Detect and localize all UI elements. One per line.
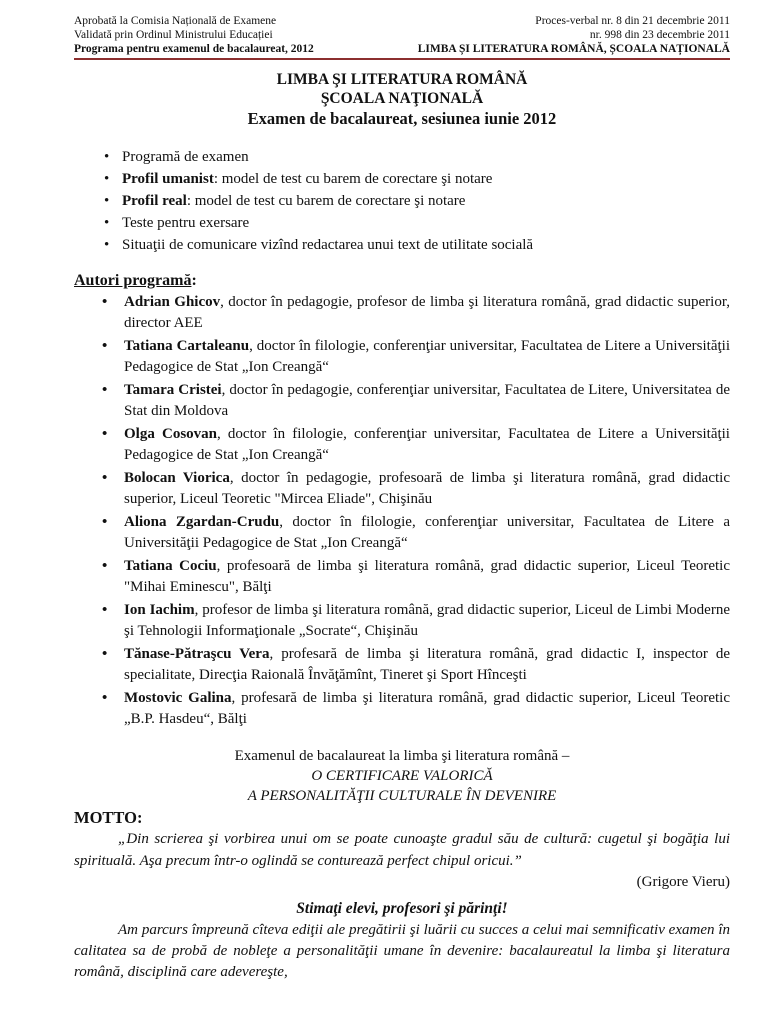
contents-item	[104, 190, 730, 212]
contents-item-text: : model de test cu barem de corectare şi notare	[213, 171, 493, 187]
header-subject: LIMBA ȘI LITERATURA ROMÂNĂ, ȘCOALA NAȚIONALĂ	[417, 43, 730, 55]
author-description: , doctor în pedagogie, profesor de limba şi literatura română, grad didactic superior, director AEE	[124, 294, 730, 331]
author-description: , profesară de limba şi literatura română, grad didactic I, inspector de specialitate, Direcţia Raională Învăţămînt, Tineret şi Sport Hînceşti	[124, 646, 730, 683]
author-item	[102, 380, 730, 422]
document-title	[74, 70, 730, 130]
header-program: Programa pentru examenul de bacalaureat, 2012	[74, 43, 314, 55]
motto-label: MOTTO:	[74, 808, 143, 827]
header-minutes: Proces-verbal nr. 8 din 21 decembrie 2011	[535, 15, 730, 27]
author-description: , doctor în pedagogie, profesoară de limba şi literatura română, grad didactic superior, Liceul Teoretic "Mircea Eliade", Chişinău	[124, 470, 730, 507]
motto-quote: „Din scrierea şi vorbirea unui om se poate cunoaşte gradul său de cultură: cugetul şi bogăţia lui spirituală. Aşa precum într-o oglindă se conturează perfect chipul oricui.”	[74, 831, 730, 869]
contents-item-text: Programă de examen	[122, 149, 249, 165]
page-header	[74, 14, 730, 56]
author-item	[102, 688, 730, 730]
author-item	[102, 336, 730, 378]
author-item	[102, 644, 730, 686]
contents-item	[104, 212, 730, 234]
title-subject: LIMBA ŞI LITERATURA ROMÂNĂ	[276, 71, 528, 88]
author-description: , profesară de limba şi literatura română, grad didactic superior, Liceul Teoretic „B.P. Hasdeu“, Bălţi	[124, 690, 730, 727]
exam-heading-personality: A PERSONALITĂŢII CULTURALE ÎN DEVENIRE	[247, 788, 557, 804]
author-description: , doctor în filologie, conferenţiar universitar, Facultatea de Litere a Universităţii Pedagogice de Stat „Ion Creangă“	[124, 514, 730, 551]
author-name: Bolocan Viorica	[124, 470, 230, 486]
author-item	[102, 512, 730, 554]
author-item	[102, 600, 730, 642]
authors-list	[102, 292, 730, 730]
author-item	[102, 292, 730, 334]
author-description: , doctor în filologie, conferenţiar universitar, Facultatea de Litere a Universităţii Pedagogice de Stat „Ion Creangă“	[124, 338, 730, 375]
header-approval: Aprobată la Comisia Națională de Examene	[74, 15, 277, 27]
author-description: , profesor de limba şi literatura română, grad didactic superior, Liceul de Limbi Moderne şi Tehnologii Informaţionale „Socrate“, Chişinău	[124, 602, 730, 639]
author-name: Olga Cosovan	[124, 426, 218, 442]
title-school: ŞCOALA NAŢIONALĂ	[320, 90, 484, 107]
header-right	[418, 14, 730, 56]
motto-author: (Grigore Vieru)	[636, 874, 730, 890]
exam-heading	[74, 746, 730, 806]
exam-heading-certification: O CERTIFICARE VALORICĂ	[311, 768, 493, 784]
contents-item-text: : model de test cu barem de corectare şi notare	[186, 193, 466, 209]
contents-item	[104, 146, 730, 168]
author-description: , profesoară de limba şi literatura română, grad didactic superior, Liceul Teoretic "Mihai Eminescu", Bălţi	[124, 558, 730, 595]
author-name: Tatiana Cociu	[124, 558, 217, 574]
author-item	[102, 556, 730, 598]
exam-heading-line: Examenul de bacalaureat la limba şi literatura română –	[234, 748, 570, 764]
contents-list	[104, 146, 730, 256]
author-name: Mostovic Galina	[124, 690, 232, 706]
contents-item	[104, 168, 730, 190]
author-name: Ion Iachim	[124, 602, 195, 618]
header-order-number: nr. 998 din 23 decembrie 2011	[589, 29, 730, 41]
author-item	[102, 424, 730, 466]
contents-item-profile: Profil real	[122, 193, 187, 209]
intro-paragraph: Am parcurs împreună cîteva ediţii ale pregătirii şi luării cu succes a celui mai semnificativ examen în calitatea sa de probă de nobleţe a personalităţii umane în devenire: bacalaureatul la limba şi literatura română, disciplină care adevereşte,	[74, 922, 730, 980]
author-description: , doctor în filologie, conferenţiar universitar, Facultatea de Litere a Universităţii Pedagogice de Stat „Ion Creangă“	[124, 426, 730, 463]
author-name: Aliona Zgardan-Crudu	[124, 514, 280, 530]
authors-heading: Autori programă:	[74, 272, 197, 289]
author-name: Adrian Ghicov	[124, 294, 221, 310]
header-validation: Validată prin Ordinul Ministrului Educației	[74, 29, 273, 41]
author-name: Tamara Cristei	[124, 382, 222, 398]
author-item	[102, 468, 730, 510]
author-name: Tatiana Cartaleanu	[124, 338, 250, 354]
author-description: , doctor în pedagogie, conferenţiar universitar, Facultatea de Litere, Universitatea de Stat din Moldova	[124, 382, 730, 419]
author-name: Tănase-Pătraşcu Vera	[124, 646, 270, 662]
contents-item-text: Situaţii de comunicare vizînd redactarea unui text de utilitate socială	[122, 237, 534, 253]
contents-item-text: Teste pentru exersare	[122, 215, 250, 231]
contents-item-profile: Profil umanist	[122, 171, 214, 187]
title-exam: Examen de bacalaureat, sesiunea iunie 2012	[247, 109, 557, 128]
contents-item	[104, 234, 730, 256]
header-rule	[74, 58, 730, 60]
header-left	[74, 14, 314, 56]
greeting: Stimaţi elevi, profesori şi părinţi!	[296, 900, 508, 917]
